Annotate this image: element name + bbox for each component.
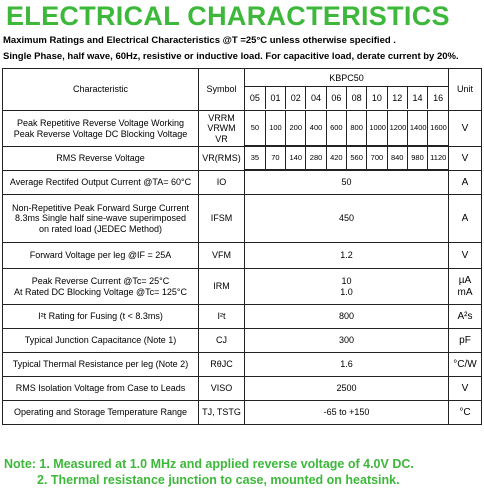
symbol-label: CJ	[216, 335, 227, 346]
part-value: 280	[306, 147, 326, 170]
characteristic-line: on rated load (JEDEC Method)	[38, 223, 163, 234]
part-code: 02	[286, 87, 306, 110]
value-label: 800	[338, 311, 355, 322]
table-row	[3, 171, 482, 195]
table-row	[3, 401, 482, 425]
symbol-line: VR	[215, 133, 228, 144]
characteristic-cell	[3, 329, 199, 353]
unit-cell	[449, 401, 482, 425]
header-symbol	[199, 69, 245, 111]
symbol-cell	[199, 195, 245, 243]
per-part-value-row	[245, 147, 448, 170]
part-value: 420	[326, 147, 346, 170]
characteristic-label: Operating and Storage Temperature Range	[14, 407, 187, 418]
unit-label: A	[461, 176, 469, 188]
series-name: KBPC50	[245, 70, 448, 87]
characteristic-line: 8.3ms Single half sine-wave superimposed	[14, 213, 187, 224]
table-row	[3, 111, 482, 147]
unit-label: V	[461, 249, 469, 261]
symbol-cell	[199, 377, 245, 401]
characteristic-cell	[3, 305, 199, 329]
unit-line: mA	[457, 286, 473, 298]
part-value: 200	[286, 111, 306, 146]
symbol-label: TJ, TSTG	[202, 407, 241, 418]
symbol-label: I²t	[217, 311, 226, 322]
unit-label: A²s	[457, 310, 473, 322]
symbol-label: RθJC	[210, 359, 233, 370]
characteristic-line: Peak Reverse Voltage DC Blocking Voltage	[13, 128, 188, 139]
characteristic-cell	[3, 269, 199, 305]
part-value: 50	[245, 111, 265, 146]
part-value: 35	[245, 147, 265, 170]
per-part-values	[245, 111, 448, 146]
part-value: 600	[326, 111, 346, 146]
subtitle-conditions: Maximum Ratings and Electrical Characteristics @T =25°C unless otherwise specified .	[3, 35, 396, 46]
characteristic-cell	[3, 377, 199, 401]
symbol-cell	[199, 329, 245, 353]
table-row	[3, 305, 482, 329]
characteristic-cell	[3, 401, 199, 425]
part-value: 400	[306, 111, 326, 146]
header-characteristic	[3, 69, 199, 111]
unit-label: pF	[459, 334, 471, 346]
value-cell	[245, 147, 449, 171]
header-unit	[449, 69, 482, 111]
value-line: 1.0	[340, 286, 353, 297]
unit-cell	[449, 147, 482, 171]
characteristic-cell	[3, 111, 199, 147]
symbol-cell	[199, 305, 245, 329]
value-cell	[245, 111, 449, 147]
unit-label: °C/W	[453, 358, 477, 370]
characteristic-line: Peak Repetitive Reverse Voltage Working	[17, 118, 184, 129]
series-header-grid	[245, 70, 448, 109]
part-code: 16	[433, 92, 444, 103]
part-value: 700	[367, 147, 387, 170]
part-value: 560	[346, 147, 366, 170]
unit-cell	[449, 305, 482, 329]
symbol-cell	[199, 269, 245, 305]
symbol-line: VRWM	[207, 123, 236, 134]
characteristic-label: Typical Junction Capacitance (Note 1)	[24, 335, 177, 346]
unit-cell	[449, 171, 482, 195]
per-part-value-row	[245, 111, 448, 146]
unit-cell	[449, 377, 482, 401]
table-row	[3, 377, 482, 401]
unit-label: V	[461, 152, 469, 164]
value-cell	[245, 329, 449, 353]
part-value: 1200	[387, 111, 407, 146]
symbol-cell	[199, 171, 245, 195]
symbol-label: IFSM	[210, 213, 233, 224]
symbol-label: IRM	[213, 281, 230, 292]
table-row	[3, 329, 482, 353]
characteristic-label: Average Rectifed Output Current @TA= 60°C	[9, 177, 192, 188]
page-title: ELECTRICAL CHARACTERISTICS	[6, 1, 450, 31]
unit-label: °C	[459, 406, 471, 418]
value-label: 300	[338, 335, 355, 346]
notes-block	[4, 456, 414, 488]
characteristic-label: RMS Reverse Voltage	[56, 153, 145, 164]
symbol-label: IO	[216, 177, 227, 188]
symbol-line: VRRM	[208, 113, 235, 124]
part-code-row	[245, 87, 448, 110]
unit-cell	[449, 353, 482, 377]
note-2: 2. Thermal resistance junction to case, mounted on heatsink.	[37, 473, 400, 487]
header-series-group	[245, 69, 449, 111]
part-value: 1600	[428, 111, 448, 146]
part-code: 08	[346, 87, 366, 110]
value-cell	[245, 269, 449, 305]
value-cell	[245, 171, 449, 195]
per-part-values	[245, 147, 448, 170]
part-code: 10	[367, 87, 387, 110]
part-code: 06	[326, 87, 346, 110]
characteristic-cell	[3, 243, 199, 269]
value-cell	[245, 243, 449, 269]
part-value: 70	[265, 147, 285, 170]
symbol-cell	[199, 243, 245, 269]
note-1: Note: 1. Measured at 1.0 MHz and applied reverse voltage of 4.0V DC.	[4, 457, 414, 471]
part-value: 1400	[407, 111, 427, 146]
value-label: -65 to +150	[323, 407, 370, 418]
part-value: 1120	[428, 147, 448, 170]
value-label: 1.2	[340, 250, 353, 261]
part-value: 140	[286, 147, 306, 170]
characteristics-table	[2, 68, 482, 425]
characteristic-cell	[3, 171, 199, 195]
symbol-cell	[199, 353, 245, 377]
symbol-label: VFM	[212, 250, 231, 261]
symbol-cell	[199, 147, 245, 171]
header-symbol-label: Symbol	[206, 84, 237, 95]
value-cell	[245, 353, 449, 377]
header-characteristic-label: Characteristic	[72, 84, 128, 95]
part-value: 840	[387, 147, 407, 170]
part-code: 14	[407, 87, 427, 110]
part-value: 100	[265, 111, 285, 146]
symbol-cell	[199, 401, 245, 425]
unit-label: V	[461, 382, 469, 394]
value-cell	[245, 195, 449, 243]
characteristic-line: Non-Repetitive Peak Forward Surge Current	[11, 203, 190, 214]
unit-line: µA	[458, 275, 472, 287]
part-code: 05	[245, 87, 265, 110]
unit-cell	[449, 243, 482, 269]
series-name-row	[245, 70, 448, 87]
characteristic-line: At Rated DC Blocking Voltage @Tc= 125°C	[13, 286, 188, 297]
value-line: 10	[341, 276, 352, 287]
unit-label: V	[461, 122, 469, 134]
unit-cell	[449, 269, 482, 305]
unit-label: A	[461, 212, 469, 224]
value-label: 50	[341, 177, 352, 188]
characteristic-line: Peak Reverse Current @Tc= 25°C	[31, 276, 170, 287]
part-code: 01	[265, 87, 285, 110]
value-label: 1.6	[340, 359, 353, 370]
part-value: 980	[407, 147, 427, 170]
characteristic-label: Typical Thermal Resistance per leg (Note 2)	[12, 359, 189, 370]
part-value: 1000	[367, 111, 387, 146]
symbol-label: VR(RMS)	[202, 153, 241, 164]
table-row	[3, 269, 482, 305]
table-row	[3, 243, 482, 269]
symbol-label: VISO	[210, 383, 233, 394]
characteristic-label: RMS Isolation Voltage from Case to Leads	[15, 383, 186, 394]
value-cell	[245, 305, 449, 329]
unit-cell	[449, 195, 482, 243]
table-row	[3, 147, 482, 171]
unit-cell	[449, 111, 482, 147]
symbol-cell	[199, 111, 245, 147]
header-unit-label: Unit	[456, 84, 473, 95]
part-value: 800	[346, 111, 366, 146]
value-cell	[245, 401, 449, 425]
characteristic-label: Forward Voltage per leg @IF = 25A	[29, 250, 172, 261]
characteristic-label: I²t Rating for Fusing (t < 8.3ms)	[38, 311, 163, 322]
unit-cell	[449, 329, 482, 353]
table-row	[3, 353, 482, 377]
table-row	[3, 195, 482, 243]
part-code: 04	[306, 87, 326, 110]
subtitle-load-notes: Single Phase, half wave, 60Hz, resistive or inductive load. For capacitive load, derate current by 20%.	[3, 51, 459, 62]
table-header-row	[3, 69, 482, 111]
value-label: 2500	[336, 383, 357, 394]
value-cell	[245, 377, 449, 401]
characteristic-cell	[3, 147, 199, 171]
value-label: 450	[338, 213, 355, 224]
characteristic-cell	[3, 353, 199, 377]
part-code: 12	[387, 87, 407, 110]
characteristic-cell	[3, 195, 199, 243]
